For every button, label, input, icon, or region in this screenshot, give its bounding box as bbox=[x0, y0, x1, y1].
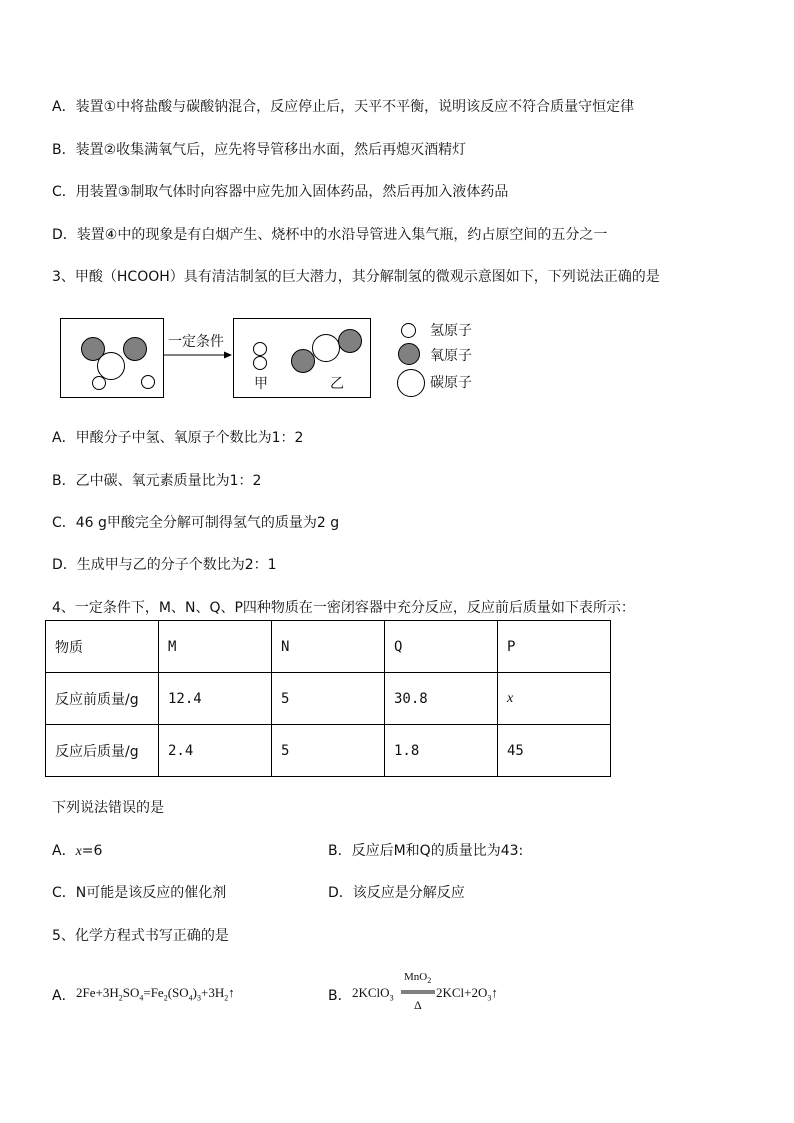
table-cell: x bbox=[498, 673, 611, 725]
table-cell: P bbox=[498, 621, 611, 673]
q3-option-b: B．乙中碳、氧元素质量比为1：2 bbox=[52, 473, 262, 489]
table-cell: 45 bbox=[498, 725, 611, 777]
q4-option-d: D．该反应是分解反应 bbox=[328, 885, 465, 901]
oxygen-atom bbox=[291, 349, 315, 373]
q5-option-b-equation: 2KClO$_3$ bbox=[352, 985, 394, 1003]
legend-hydrogen-label: 氢原子 bbox=[430, 323, 472, 339]
carbon-atom bbox=[312, 334, 340, 362]
product-label-jia: 甲 bbox=[254, 376, 268, 392]
table-cell: M bbox=[159, 621, 272, 673]
q3-option-d: D．生成甲与乙的分子个数比为2：1 bbox=[52, 557, 277, 573]
q5-option-a-label: A． bbox=[52, 988, 76, 1004]
table-cell: 30.8 bbox=[385, 673, 498, 725]
oxygen-atom bbox=[123, 337, 147, 361]
table-cell: 反应前质量/g bbox=[46, 673, 159, 725]
q5-heat-symbol: Δ bbox=[414, 998, 422, 1012]
mass-table bbox=[45, 620, 611, 777]
q5-equals-bar bbox=[401, 990, 435, 994]
reaction-condition: 一定条件 bbox=[168, 334, 224, 350]
q3-option-a: A．甲酸分子中氢、氧原子个数比为1：2 bbox=[52, 430, 304, 446]
table-row bbox=[46, 725, 611, 777]
q5-option-a-equation: $2Fe+3H_2SO_4=Fe_2(SO_4)_3+3H_2↑$ bbox=[76, 985, 235, 1003]
table-cell: 5 bbox=[272, 673, 385, 725]
hydrogen-atom bbox=[92, 376, 106, 390]
q4-stem: 4、一定条件下，M、N、Q、P四种物质在一密闭容器中充分反应，反应前后质量如下表所示： bbox=[52, 600, 635, 616]
q4-option-c: C．N可能是该反应的催化剂 bbox=[52, 885, 227, 901]
table-header-row bbox=[46, 621, 611, 673]
q5-option-b-label: B． bbox=[328, 988, 352, 1004]
oxygen-atom bbox=[338, 329, 362, 353]
product-box bbox=[233, 318, 371, 398]
q3-option-c: C．46 g甲酸完全分解可制得氢气的质量为2 g bbox=[52, 515, 340, 531]
table-cell: N bbox=[272, 621, 385, 673]
hydrogen-atom bbox=[253, 342, 267, 356]
table-cell: 物质 bbox=[46, 621, 159, 673]
table-cell: 2.4 bbox=[159, 725, 272, 777]
q2-option-b: B．装置②收集满氧气后，应先将导管移出水面，然后再熄灭酒精灯 bbox=[52, 142, 467, 158]
table-cell: 5 bbox=[272, 725, 385, 777]
q4-prompt: 下列说法错误的是 bbox=[52, 800, 164, 816]
table-cell: 反应后质量/g bbox=[46, 725, 159, 777]
legend-carbon-label: 碳原子 bbox=[430, 375, 472, 391]
q2-option-d: D．装置④中的现象是有白烟产生、烧杯中的水沿导管进入集气瓶，约占原空间的五分之一 bbox=[52, 227, 608, 243]
reactant-box bbox=[60, 318, 164, 398]
table-row bbox=[46, 673, 611, 725]
q4-option-a-rest: =6 bbox=[81, 843, 103, 859]
q4-option-b: B．反应后M和Q的质量比为43: bbox=[328, 843, 524, 859]
q5-stem: 5、化学方程式书写正确的是 bbox=[52, 928, 229, 944]
q2-option-c: C．用装置③制取气体时向容器中应先加入固体药品，然后再加入液体药品 bbox=[52, 184, 509, 200]
legend-carbon-icon bbox=[397, 369, 425, 397]
q4-option-a-var: x bbox=[75, 844, 82, 859]
q5-option-b-products: $2KCl+2O_3↑$ bbox=[436, 985, 498, 1003]
table-cell: Q bbox=[385, 621, 498, 673]
reaction-arrow bbox=[162, 350, 234, 360]
q4-option-a bbox=[52, 841, 102, 862]
product-label-yi: 乙 bbox=[330, 376, 344, 392]
q2-option-a: A．装置①中将盐酸与碳酸钠混合，反应停止后，天平不平衡，说明该反应不符合质量守恒定律 bbox=[52, 99, 635, 115]
legend-oxygen-label: 氧原子 bbox=[430, 348, 472, 364]
table-cell: 12.4 bbox=[159, 673, 272, 725]
q4-option-a-prefix: A． bbox=[52, 843, 76, 859]
hydrogen-atom bbox=[253, 356, 267, 370]
hydrogen-atom bbox=[141, 375, 155, 389]
legend-hydrogen-icon bbox=[401, 323, 416, 338]
legend-oxygen-icon bbox=[398, 343, 420, 365]
q3-stem: 3、甲酸（HCOOH）具有清洁制氢的巨大潜力，其分解制氢的微观示意图如下，下列说法正确的是 bbox=[52, 269, 660, 285]
table-cell: 1.8 bbox=[385, 725, 498, 777]
q5-catalyst: MnO$_2$ bbox=[404, 971, 432, 986]
